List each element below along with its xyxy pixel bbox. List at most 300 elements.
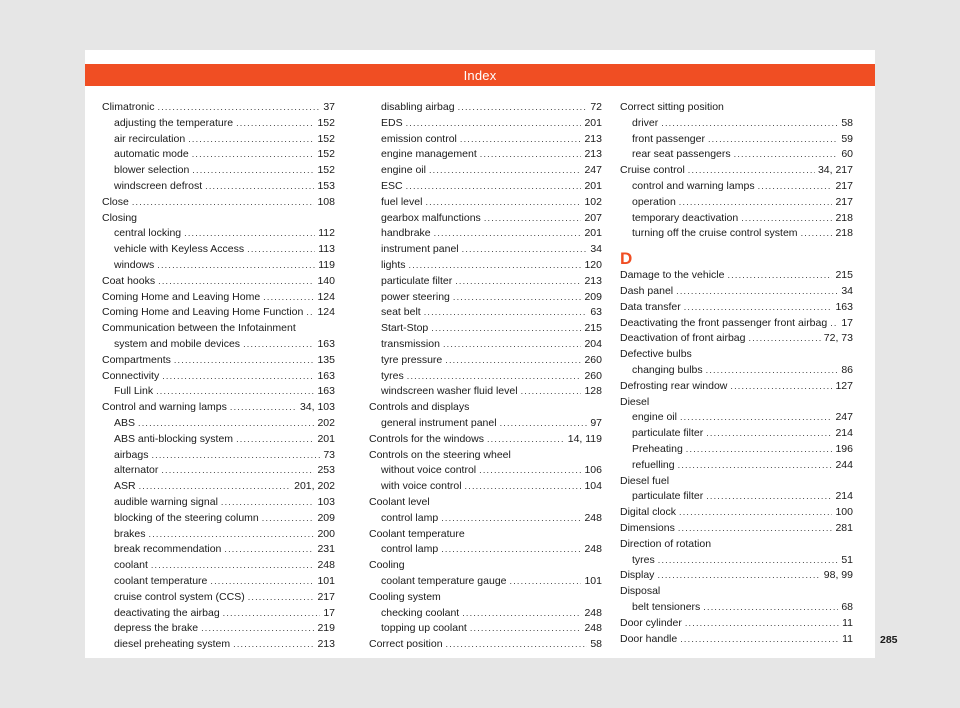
dot-leader [688,163,815,179]
entry-term: Dash panel [620,284,674,297]
entry-term: Dimensions [620,521,675,534]
entry-page-ref: 248 [584,543,602,556]
entry-page-ref: 281 [835,521,853,534]
index-entry [620,300,853,316]
entry-page-ref: 63 [590,306,602,319]
dot-leader [247,242,315,258]
index-subentry [102,574,335,590]
entry-term: engine oil [381,164,426,177]
entry-page-ref: 103 [317,495,335,508]
index-subentry [369,384,602,400]
index-entry [620,379,853,395]
page-number: 285 [880,634,898,646]
entry-page-ref: 219 [317,622,335,635]
dot-leader [445,353,581,369]
index-header [85,64,875,86]
dot-leader [487,432,565,448]
dot-leader [678,521,833,537]
index-column-1 [102,100,335,653]
entry-page-ref: 201 [317,432,335,445]
dot-leader [138,416,314,432]
entry-page-ref: 124 [317,290,335,303]
index-heading: Cooling [369,559,405,572]
entry-term: handbrake [381,227,431,240]
entry-page-ref: 101 [584,574,602,587]
entry-page-ref: 218 [835,227,853,240]
index-subentry [620,179,853,195]
dot-leader [830,316,838,332]
index-entry [620,632,853,648]
entry-term: system and mobile devices [114,337,241,350]
entry-page-ref: 218 [835,211,853,224]
index-subentry [620,426,853,442]
index-entry [620,521,853,537]
entry-term: gearbox malfunctions [381,211,481,224]
entry-term: Correct position [369,638,443,651]
entry-term: engine management [381,148,477,161]
dot-leader [192,163,314,179]
entry-term: windscreen defrost [114,179,203,192]
dot-leader [727,268,832,284]
entry-page-ref: 217 [835,179,853,192]
index-subentry [369,147,602,163]
dot-leader [460,132,582,148]
index-subentry [102,147,335,163]
entry-term: changing bulbs [632,363,703,376]
index-subentry [102,163,335,179]
index-subentry [102,527,335,543]
entry-term: Preheating [632,442,683,455]
index-subentry [369,305,602,321]
entry-page-ref: 201, 202 [294,480,335,493]
index-subentry [102,463,335,479]
dot-leader [441,542,581,558]
entry-page-ref: 11 [842,616,853,629]
entry-page-ref: 213 [584,132,602,145]
entry-term: seat belt [381,306,421,319]
entry-page-ref: 207 [584,211,602,224]
index-subentry [102,432,335,448]
entry-page-ref: 248 [584,511,602,524]
dot-leader [156,384,314,400]
index-subentry [102,226,335,242]
index-subentry [369,211,602,227]
index-subentry [369,258,602,274]
entry-term: central locking [114,227,182,240]
index-subentry [102,558,335,574]
entry-term: Close [102,195,129,208]
index-subentry [369,353,602,369]
entry-term: Digital clock [620,506,677,519]
entry-term: control lamp [381,543,439,556]
entry-page-ref: 248 [584,622,602,635]
dot-leader [443,337,582,353]
index-entry [620,331,853,347]
entry-page-ref: 247 [584,164,602,177]
dot-leader [434,226,582,242]
entry-term: Connectivity [102,369,160,382]
index-entry [102,100,335,116]
entry-page-ref: 152 [317,164,335,177]
index-subentry [620,226,853,242]
entry-page-ref: 120 [584,258,602,271]
index-subentry [620,195,853,211]
index-subentry [620,363,853,379]
entry-page-ref: 214 [835,490,853,503]
entry-page-ref: 135 [317,353,335,366]
entry-term: audible warning signal [114,495,218,508]
entry-term: ABS anti-blocking system [114,432,234,445]
entry-term: Start-Stop [381,322,429,335]
entry-page-ref: 106 [584,464,602,477]
dot-leader [500,416,588,432]
entry-term: Climatronic [102,101,155,113]
index-subentry [620,147,853,163]
dot-leader [679,505,832,521]
index-subentry [369,274,602,290]
entry-term: ESC [381,179,403,192]
entry-page-ref: 97 [590,416,602,429]
dot-leader [510,574,582,590]
entry-term: vehicle with Keyless Access [114,243,245,256]
dot-leader [223,606,321,622]
section-letter: D [620,249,633,269]
entry-term: Door cylinder [620,616,682,629]
dot-leader [446,637,588,653]
entry-term: Defrosting rear window [620,379,728,392]
entry-page-ref: 72, 73 [823,332,853,345]
entry-page-ref: 98, 99 [823,569,853,582]
entry-page-ref: 102 [584,195,602,208]
entry-term: control and warning lamps [632,179,755,192]
entry-term: Data transfer [620,300,681,313]
entry-term: alternator [114,464,159,477]
dot-leader [470,621,582,637]
index-subentry [102,179,335,195]
entry-page-ref: 214 [835,427,853,440]
entry-term: Compartments [102,353,171,366]
entry-term: Coming Home and Leaving Home [102,290,261,303]
entry-term: diesel preheating system [114,638,231,651]
index-entry [102,305,335,321]
dot-leader [151,558,315,574]
entry-term: automatic mode [114,148,189,161]
entry-page-ref: 34 [590,243,602,256]
index-subentry [369,226,602,242]
entry-term: Control and warning lamps [102,401,227,414]
entry-term: windscreen washer fluid level [381,385,518,398]
entry-term: Coming Home and Leaving Home Function [102,306,304,319]
entry-page-ref: 140 [317,274,335,287]
entry-page-ref: 119 [318,258,335,271]
dot-leader [465,479,582,495]
index-entry [102,353,335,369]
entry-page-ref: 58 [590,638,602,651]
entry-page-ref: 100 [835,506,853,519]
index-entry [102,195,335,211]
entry-term: Door handle [620,632,678,645]
entry-page-ref: 213 [317,638,335,651]
entry-term: brakes [114,527,146,540]
dot-leader [205,179,314,195]
entry-term: particulate filter [381,274,453,287]
dot-leader [658,553,839,569]
entry-term: with voice control [381,480,462,493]
index-subentry [102,637,335,653]
entry-page-ref: 217 [835,195,853,208]
dot-leader [706,426,832,442]
entry-page-ref: 200 [317,527,335,540]
dot-leader [424,305,588,321]
entry-term: lights [381,258,406,271]
entry-page-ref: 152 [317,132,335,145]
entry-term: Damage to the vehicle [620,269,725,282]
dot-leader [462,606,581,622]
index-subentry [369,621,602,637]
dot-leader [262,511,315,527]
index-entry [620,616,853,632]
entry-page-ref: 101 [317,574,335,587]
dot-leader [657,568,820,584]
entry-term: depress the brake [114,622,199,635]
dot-leader [132,195,315,211]
dot-leader [455,274,581,290]
dot-leader [184,226,315,242]
index-heading: Cooling system [369,590,441,603]
dot-leader [188,132,314,148]
entry-page-ref: 34, 103 [299,401,335,414]
index-entry [369,637,602,653]
entry-page-ref: 17 [841,316,853,329]
dot-leader [263,290,314,306]
index-subentry [620,116,853,132]
dot-leader [801,226,833,242]
index-subentry [102,448,335,464]
index-subentry [620,442,853,458]
index-subentry [369,463,602,479]
entry-page-ref: 260 [584,353,602,366]
dot-leader [224,542,314,558]
entry-term: emission control [381,132,457,145]
entry-page-ref: 86 [841,363,853,376]
entry-page-ref: 213 [584,274,602,287]
entry-term: tyre pressure [381,353,443,366]
entry-term: topping up coolant [381,622,467,635]
index-subentry [369,179,602,195]
entry-page-ref: 108 [317,195,335,208]
index-subentry [102,495,335,511]
entry-term: air recirculation [114,132,186,145]
entry-term: airbags [114,448,149,461]
entry-page-ref: 153 [317,179,335,192]
entry-page-ref: 215 [584,322,602,335]
dot-leader [441,511,581,527]
dot-leader [149,527,315,543]
dot-leader [158,100,321,116]
index-heading: Communication between the Infotainment [102,322,296,335]
index-subentry [369,574,602,590]
index-entry [102,369,335,385]
dot-leader [706,489,832,505]
index-heading: Disposal [620,585,661,598]
entry-page-ref: 34, 217 [817,164,853,177]
entry-page-ref: 217 [317,590,335,603]
dot-leader [248,590,315,606]
index-entry [102,274,335,290]
dot-leader [680,632,839,648]
index-entry [102,400,335,416]
entry-page-ref: 202 [317,416,335,429]
entry-term: coolant temperature [114,574,208,587]
dot-leader [676,284,838,300]
entry-term: control lamp [381,511,439,524]
index-heading: Diesel fuel [620,474,670,487]
index-entry [620,163,853,179]
entry-page-ref: 60 [841,148,853,161]
index-entry [620,568,853,584]
entry-page-ref: 247 [835,411,853,424]
dot-leader [431,321,581,337]
index-entry [620,316,853,332]
entry-term: checking coolant [381,606,460,619]
index-heading: Direction of rotation [620,537,712,550]
dot-leader [406,179,582,195]
dot-leader [429,163,582,179]
index-subentry [369,242,602,258]
dot-leader [139,479,292,495]
entry-page-ref: 209 [317,511,335,524]
index-subentry [102,590,335,606]
entry-page-ref: 128 [584,385,602,398]
entry-term: coolant temperature gauge [381,574,507,587]
index-subentry [102,116,335,132]
index-subentry [620,211,853,227]
dot-leader [221,495,315,511]
entry-page-ref: 204 [584,337,602,350]
entry-page-ref: 201 [584,179,602,192]
index-subentry [620,600,853,616]
index-subentry [620,410,853,426]
index-subentry [102,606,335,622]
entry-page-ref: 14, 119 [567,432,602,445]
index-subentry [102,132,335,148]
entry-term: coolant [114,559,148,572]
dot-leader [453,290,582,306]
entry-page-ref: 244 [835,458,853,471]
entry-page-ref: 196 [835,442,853,455]
entry-term: front passenger [632,132,705,145]
dot-leader [407,369,582,385]
index-heading: Controls on the steering wheel [369,448,511,461]
dot-leader [741,211,832,227]
entry-page-ref: 59 [841,132,853,145]
entry-page-ref: 152 [317,148,335,161]
entry-page-ref: 213 [584,148,602,161]
index-heading: Defective bulbs [620,348,692,361]
dot-leader [684,300,833,316]
entry-page-ref: 248 [584,606,602,619]
dot-leader [521,384,582,400]
entry-page-ref: 51 [841,553,853,566]
entry-term: Deactivation of front airbag [620,332,746,345]
dot-leader [661,116,838,132]
dot-leader [306,305,314,321]
entry-page-ref: 72 [590,101,602,113]
entry-page-ref: 201 [584,227,602,240]
entry-term: fuel level [381,195,423,208]
entry-term: Cruise control [620,164,685,177]
index-subentry [102,384,335,400]
index-subentry [102,416,335,432]
dot-leader [201,621,314,637]
index-heading: Coolant level [369,495,430,508]
dot-leader [458,100,588,116]
entry-term: turning off the cruise control system [632,227,798,240]
dot-leader [210,574,314,590]
dot-leader [708,132,838,148]
entry-page-ref: 68 [841,600,853,613]
index-entry [620,505,853,521]
entry-page-ref: 201 [584,116,602,129]
index-entry [620,268,853,284]
dot-leader [162,369,314,385]
entry-term: driver [632,116,659,129]
dot-leader [151,448,320,464]
entry-term: cruise control system (CCS) [114,590,245,603]
index-subentry [369,606,602,622]
entry-page-ref: 37 [323,101,335,113]
dot-leader [685,616,839,632]
index-subentry [102,258,335,274]
entry-term: without voice control [381,464,477,477]
index-subentry [369,116,602,132]
index-subentry [369,542,602,558]
index-subentry [369,416,602,432]
index-subentry [369,511,602,527]
entry-page-ref: 124 [317,306,335,319]
dot-leader [734,147,839,163]
index-entry [102,290,335,306]
entry-term: general instrument panel [381,416,497,429]
dot-leader [174,353,315,369]
index-subentry [102,337,335,353]
entry-term: Coat hooks [102,274,156,287]
dot-leader [406,116,582,132]
entry-term: Display [620,569,655,582]
entry-page-ref: 215 [835,269,853,282]
index-subentry [369,369,602,385]
entry-term: refuelling [632,458,675,471]
index-subentry [102,511,335,527]
entry-term: temporary deactivation [632,211,739,224]
entry-term: break recommendation [114,543,222,556]
entry-term: belt tensioners [632,600,701,613]
entry-term: particulate filter [632,427,704,440]
index-subentry [369,163,602,179]
index-heading: Correct sitting position [620,101,724,113]
index-subentry [620,553,853,569]
entry-page-ref: 73 [323,448,335,461]
index-subentry [102,542,335,558]
entry-page-ref: 163 [317,337,335,350]
index-heading: Controls and displays [369,401,470,414]
index-subentry [369,321,602,337]
entry-page-ref: 163 [317,369,335,382]
entry-page-ref: 58 [841,116,853,129]
dot-leader [236,432,314,448]
index-subentry [102,621,335,637]
entry-page-ref: 11 [842,632,853,645]
